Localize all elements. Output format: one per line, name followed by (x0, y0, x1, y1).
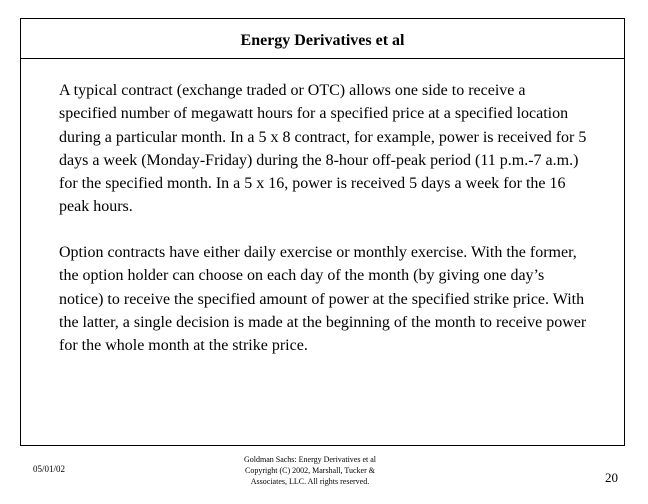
body-paragraph-options: Option contracts have either daily exercise or monthly exercise. With the former, the option holder can choose on each day of the month (by giving one day’s notice) to receive the specified amount of power at the specified strike price. With the latter, a single decision is made at the beginning of the month to receive power for the whole month at the strike price. (59, 244, 587, 355)
footer-credit-line-3: Associates, LLC. All rights reserved. (250, 477, 370, 486)
slide-title: Energy Derivatives et al (240, 32, 405, 49)
footer-credit-line-1: Goldman Sachs: Energy Derivatives et al (243, 455, 377, 464)
footer-date: 05/01/02 (33, 464, 66, 474)
page-number: 20 (605, 470, 618, 485)
footer-credit-line-2: Copyright (C) 2002, Marshall, Tucker & (245, 466, 375, 475)
title-bar (21, 19, 624, 59)
footer-credit (194, 454, 426, 487)
body-paragraph-contracts: A typical contract (exchange traded or OTC) allows one side to receive a specified number of megawatt hours for a specified price at a specified location during a particular month. In a 5 x 8 contract, for example, power is received for 5 days a week (Monday-Friday) during the 8-hour off-peak period (11 p.m.-7 a.m.) for the specified month. In a 5 x 16, power is received 5 days a week for the 16 peak hours. (59, 82, 587, 216)
